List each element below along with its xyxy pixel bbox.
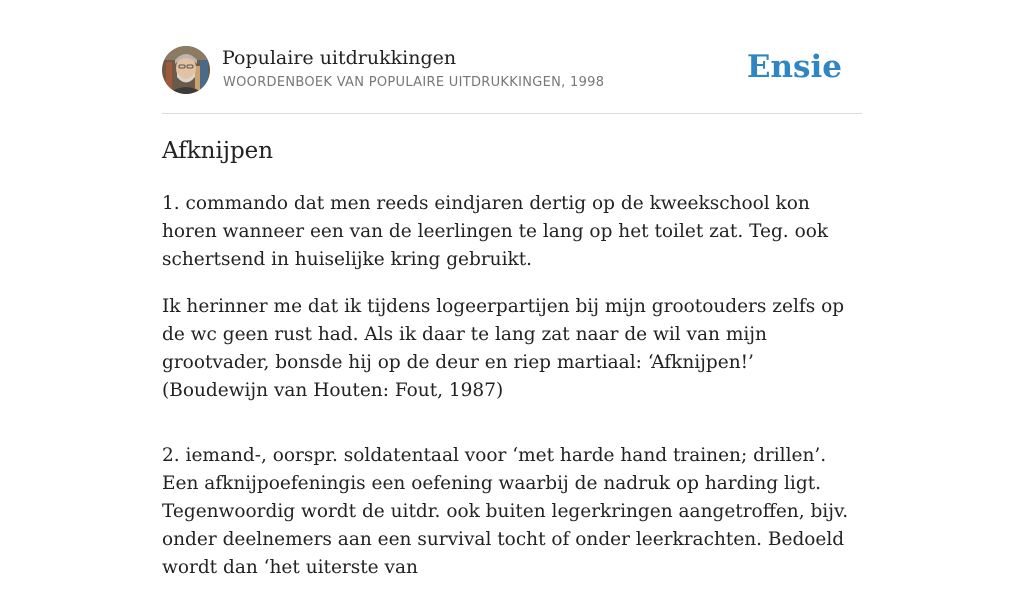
source-title[interactable]: Populaire uitdrukkingen (222, 47, 457, 69)
source-subtitle[interactable]: WOORDENBOEK VAN POPULAIRE UITDRUKKINGEN, 1998 (223, 75, 605, 90)
header-divider (162, 113, 862, 114)
source-header (162, 46, 862, 96)
entry-body (162, 190, 862, 601)
definition-paragraph-1: 1. commando dat men reeds eindjaren dertig op de kweekschool kon horen wanneer een van de leerlingen te lang op het toilet zat. Teg. ook schertsend in huiselijke kring gebruikt. (162, 193, 829, 270)
quote-paragraph: Ik herinner me dat ik tijdens logeerpartijen bij mijn grootouders zelfs op de wc geen rust had. Als ik daar te lang zat naar de wil van mijn grootvader, bonsde hij op de deur en riep martiaal: ‘Afknijpen!’ (Boudewijn van Houten: Fout, 1987) (162, 296, 845, 401)
entry-title: Afknijpen (162, 138, 274, 164)
author-photo-icon (162, 46, 210, 94)
definition-paragraph-2: 2. iemand-, oorspr. soldatentaal voor ‘met harde hand trainen; drillen’. Een afknijpoefeningis een oefening waarbij de nadruk op harding ligt. Tegenwoordig wordt de uitdr. ook buiten legerkringen aangetroffen, bijv. onder deelnemers aan een survival tocht of onder leerkrachten. Bedoeld wordt dan ‘het uiterste van (162, 445, 849, 578)
author-avatar[interactable] (162, 46, 210, 94)
ensie-logo[interactable]: Ensie (746, 49, 842, 85)
